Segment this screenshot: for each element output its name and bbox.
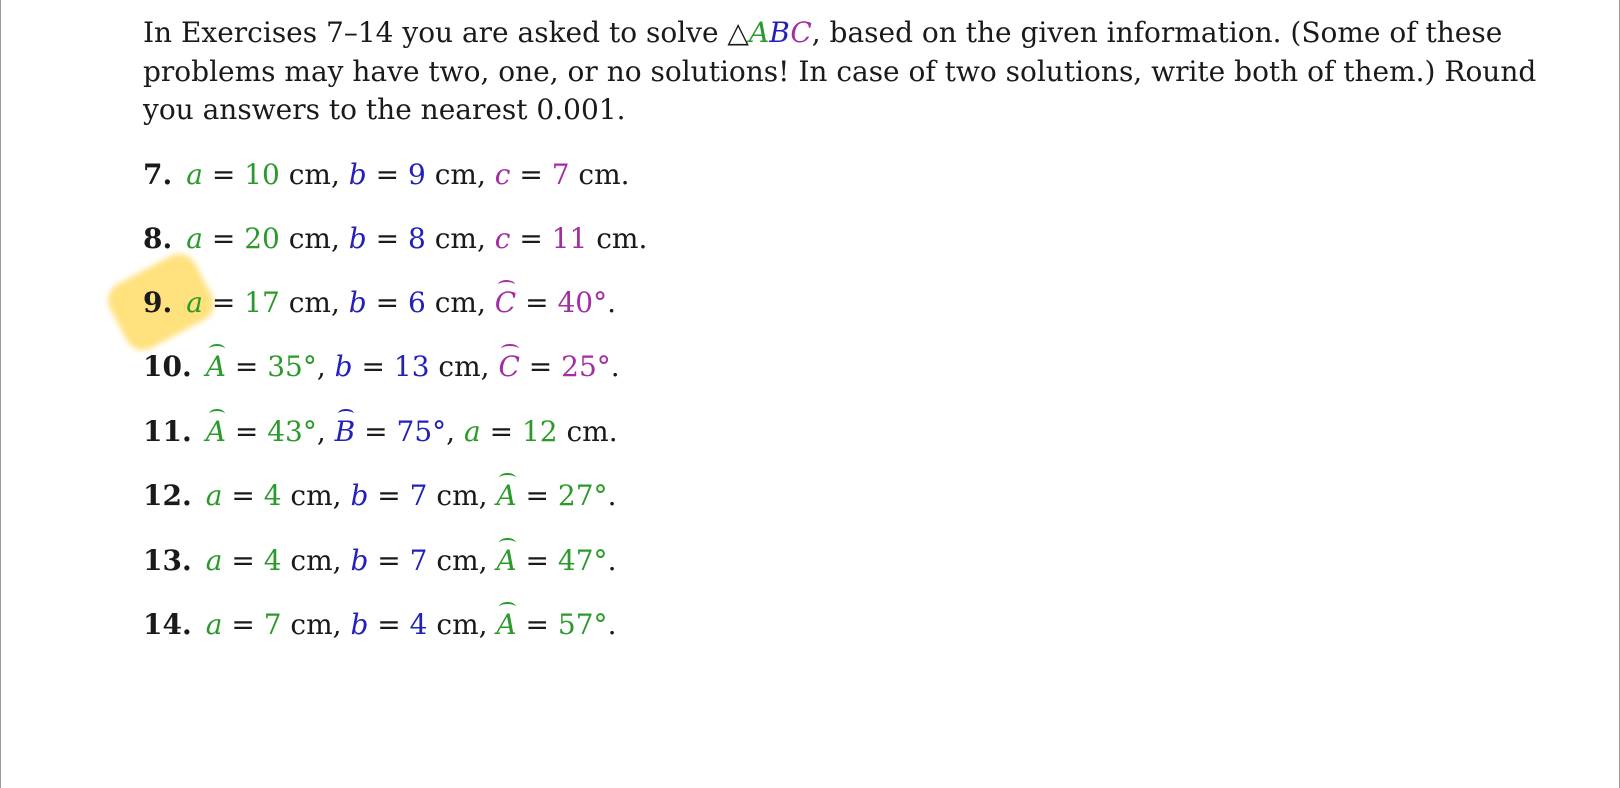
- angle-a-hat: A: [496, 544, 517, 577]
- exercise-8: 8. a = 20 cm, b = 8 cm, c = 11 cm.: [143, 222, 648, 255]
- exercise-13: 13. a = 4 cm, b = 7 cm, A = 47°.: [143, 544, 617, 577]
- instructions-line-1: In Exercises 7–14 you are asked to solve △ABC, based on the given information. (Some of these: [143, 16, 1503, 49]
- vertex-c: C: [790, 16, 812, 49]
- angle-c-hat: C: [498, 350, 520, 383]
- exercise-14: 14. a = 7 cm, b = 4 cm, A = 57°.: [143, 608, 617, 641]
- vertex-a: A: [748, 16, 770, 49]
- exercise-9: 9. a = 17 cm, b = 6 cm, C = 40°.: [143, 286, 616, 319]
- instructions-paragraph: [143, 14, 1537, 130]
- instructions-line-2: problems may have two, one, or no solutions! In case of two solutions, write both of them.) Round: [143, 54, 1537, 88]
- exercise-12: 12. a = 4 cm, b = 7 cm, A = 27°.: [143, 479, 617, 512]
- angle-a-hat: A: [496, 479, 517, 512]
- angle-c-hat: C: [494, 286, 517, 319]
- exercise-11: 11. A = 43°, B = 75°, a = 12 cm.: [143, 415, 618, 448]
- exercise-10: 10. A = 35°, b = 13 cm, C = 25°.: [143, 350, 620, 383]
- angle-a-hat: A: [496, 608, 517, 641]
- vertex-b: B: [769, 16, 791, 49]
- exercise-7: 7. a = 10 cm, b = 9 cm, c = 7 cm.: [143, 158, 630, 191]
- angle-b-hat: B: [334, 415, 356, 448]
- angle-a-hat: A: [205, 350, 226, 383]
- instructions-line-3: you answers to the nearest 0.001.: [143, 93, 626, 126]
- angle-a-hat: A: [205, 415, 226, 448]
